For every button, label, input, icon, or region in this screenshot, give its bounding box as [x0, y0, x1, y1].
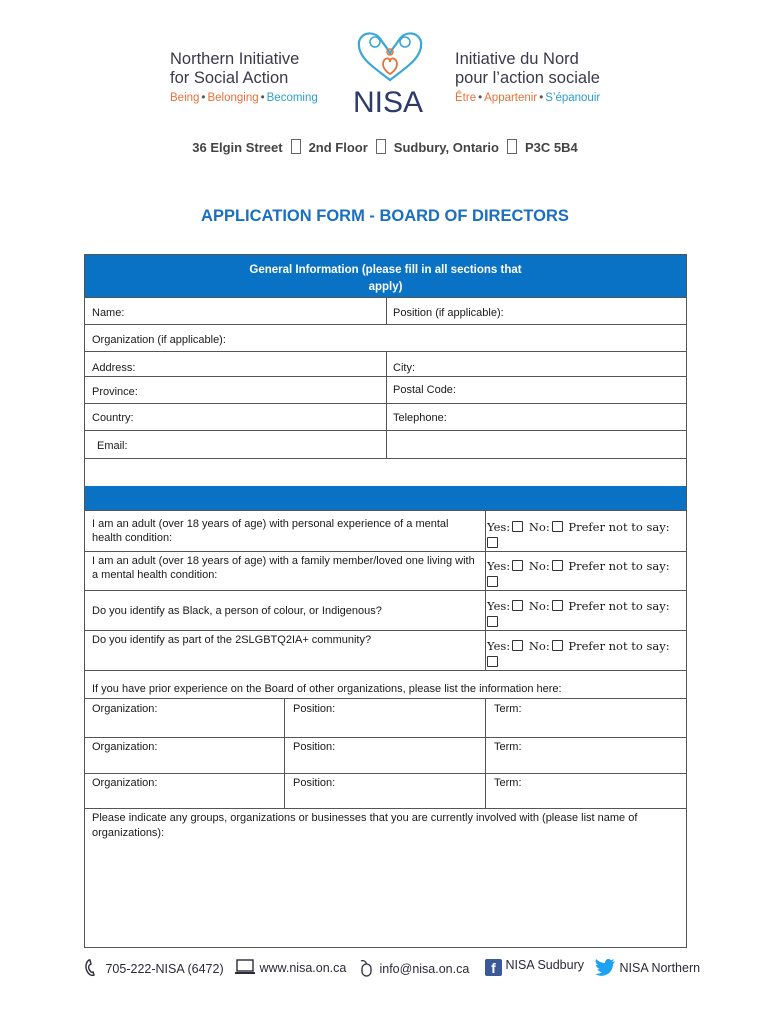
tagline-fr-etre: Être [455, 92, 477, 104]
position-label: Position (if applicable): [393, 307, 504, 319]
options-family-member[interactable]: Yes: No: Prefer not to say: [487, 558, 687, 590]
exp-organization-label-3: Organization: [92, 777, 158, 789]
tagline-french: Être • Appartenir • S’épanouir [455, 92, 601, 104]
exp-term-label-2: Term: [494, 741, 522, 753]
nisa-heart-icon [345, 28, 435, 88]
application-form [84, 254, 687, 948]
exp-term-label-1: Term: [494, 703, 522, 715]
checkbox-icon[interactable] [487, 656, 498, 667]
question-2slgbtq: Do you identify as part of the 2SLGBTQ2IA+ community? [92, 634, 372, 646]
separator-box-icon [507, 139, 517, 154]
exp-position-label-2: Position: [293, 741, 336, 753]
phone-number: 705-222-NISA (6472) [105, 962, 224, 976]
options-personal-experience[interactable] [487, 519, 687, 551]
checkbox-icon[interactable] [552, 560, 563, 571]
question-family-member: I am an adult (over 18 years of age) with a family member/loved one living with a mental health condition: [92, 555, 475, 581]
address-city: Sudbury, Ontario [393, 140, 499, 155]
twitter-link[interactable]: NISA Northern [619, 961, 701, 975]
general-info-heading: General Information (please fill in all sections that apply) [249, 264, 522, 293]
exp-position-label-1: Position: [293, 703, 336, 715]
general-info-header [85, 255, 686, 297]
checkbox-icon[interactable] [552, 640, 563, 651]
email-label: Email: [97, 440, 128, 452]
org-name-french [455, 50, 625, 104]
org-name-english [170, 50, 330, 104]
exp-organization-label-2: Organization: [92, 741, 158, 753]
checkbox-icon[interactable] [487, 616, 498, 627]
footer-twitter[interactable] [594, 958, 700, 976]
phone-icon [82, 958, 102, 978]
yes-checkbox: Yes: [487, 520, 525, 534]
checkbox-icon[interactable] [512, 640, 523, 651]
facebook-icon: f [485, 959, 502, 976]
country-label: Country: [92, 412, 134, 424]
footer-phone [82, 958, 224, 978]
footer-facebook[interactable] [485, 958, 584, 976]
facebook-link[interactable]: NISA Sudbury [505, 958, 584, 972]
address-street: 36 Elgin Street [192, 140, 283, 155]
question-personal-experience: I am an adult (over 18 years of age) with personal experience of a mental health condition: [92, 518, 449, 544]
groups-input-area[interactable] [85, 840, 686, 940]
footer-website[interactable] [234, 958, 346, 976]
exp-position-label-3: Position: [293, 777, 336, 789]
email-link[interactable]: info@nisa.on.ca [379, 962, 470, 976]
options-bipoc[interactable]: Yes: No: Prefer not to say: [487, 598, 687, 630]
org-name-en-line2: for Social Action [170, 69, 289, 87]
checkbox-icon[interactable] [552, 600, 563, 611]
question-bipoc: Do you identify as Black, a person of colour, or Indigenous? [92, 605, 382, 617]
city-label: City: [393, 362, 415, 374]
twitter-bird-icon [594, 958, 616, 976]
province-label: Province: [92, 386, 138, 398]
tagline-fr-sepanouir: S’épanouir [545, 92, 601, 104]
tagline-english: Being • Belonging • Becoming [170, 92, 318, 104]
demographics-header [85, 486, 686, 510]
checkbox-icon[interactable] [512, 560, 523, 571]
mouse-icon [356, 958, 376, 978]
exp-organization-label-1: Organization: [92, 703, 158, 715]
address-label: Address: [92, 362, 136, 374]
nisa-logo [345, 28, 435, 123]
org-name-en-line1: Northern Initiative [170, 50, 300, 68]
postal-code-label: Postal Code: [393, 384, 456, 396]
org-name-fr-line1: Initiative du Nord [455, 50, 579, 68]
checkbox-icon[interactable] [552, 521, 563, 532]
address-postal: P3C 5B4 [525, 140, 578, 155]
laptop-icon [234, 958, 256, 976]
tagline-en-being: Being [170, 92, 200, 104]
tagline-fr-appartenir: Appartenir [484, 92, 538, 104]
organization-label: Organization (if applicable): [92, 334, 226, 346]
separator-box-icon [376, 139, 386, 154]
tagline-en-belonging: Belonging [207, 92, 259, 104]
checkbox-icon[interactable] [512, 600, 523, 611]
exp-term-label-3: Term: [494, 777, 522, 789]
board-experience-prompt: If you have prior experience on the Board of other organizations, please list the information here: [92, 683, 562, 695]
website-link[interactable]: www.nisa.on.ca [259, 961, 347, 975]
address-floor: 2nd Floor [308, 140, 368, 155]
groups-prompt: Please indicate any groups, organizations or businesses that you are currently involved with (please list name of organizations): [92, 812, 638, 839]
footer-email[interactable] [356, 958, 469, 978]
logo-text: NISA [353, 86, 424, 119]
no-checkbox: No: [529, 520, 565, 534]
checkbox-icon[interactable] [487, 576, 498, 587]
name-label: Name: [92, 307, 125, 319]
checkbox-icon[interactable] [487, 537, 498, 548]
telephone-label: Telephone: [393, 412, 447, 424]
checkbox-icon[interactable] [512, 521, 523, 532]
form-title: APPLICATION FORM - BOARD OF DIRECTORS [201, 207, 569, 225]
prefer-not-checkbox: Prefer not to say: [568, 520, 670, 534]
tagline-en-becoming: Becoming [266, 92, 318, 104]
street-address [0, 139, 770, 155]
separator-box-icon [291, 139, 301, 154]
options-2slgbtq[interactable]: Yes: No: Prefer not to say: [487, 638, 687, 670]
org-name-fr-line2: pour l’action sociale [455, 69, 600, 87]
